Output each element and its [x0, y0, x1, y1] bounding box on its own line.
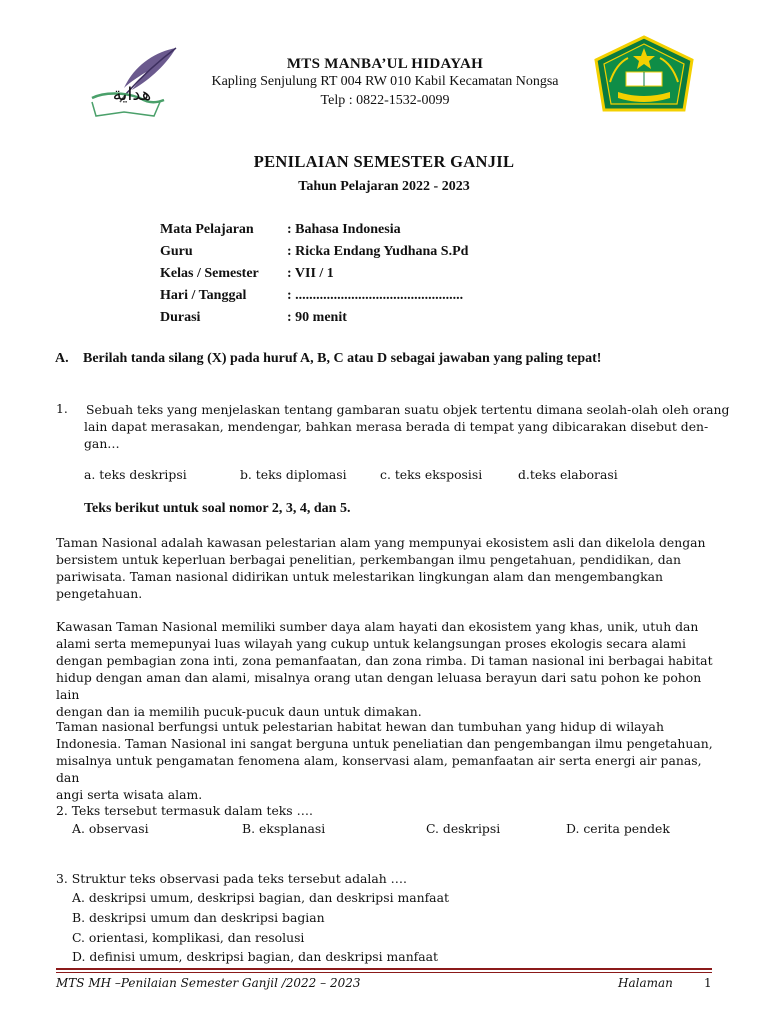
school-phone: Telp : 0822-1532-0099 [320, 93, 450, 108]
q1-option-a: a. teks deskripsi [84, 467, 187, 482]
info-value-subject: : Bahasa Indonesia [287, 222, 401, 237]
info-label-subject: Mata Pelajaran [160, 222, 254, 237]
passage-line: Indonesia. Taman Nasional ini sangat berguna untuk peneliatian dan pengembangan ilmu pengetahuan, [56, 736, 713, 751]
q1-option-b: b. teks diplomasi [240, 467, 347, 482]
q2-option-c: C. deskripsi [426, 821, 501, 836]
q3-option-c: C. orientasi, komplikasi, dan resolusi [72, 930, 305, 945]
info-label-duration: Durasi [160, 310, 201, 325]
passage-line: pariwisata. Taman nasional didirikan untuk melestarikan lingkungan alam dan mengembangkan [56, 569, 663, 584]
exam-year: Tahun Pelajaran 2022 - 2023 [298, 179, 470, 194]
q2-text: 2. Teks tersebut termasuk dalam teks …. [56, 803, 313, 818]
school-name: MTS MANBA’UL HIDAYAH [286, 56, 484, 72]
passage-line: Taman Nasional adalah kawasan pelestarian alam yang mempunyai ekosistem asli dan dikelola dengan [56, 535, 706, 550]
passage-line: alami serta memepunyai luas wilayah yang cukup untuk kelangsungan proses ekologis secara alami [56, 636, 686, 651]
q1-line-3: gan… [84, 436, 120, 451]
passage-line: bersistem untuk keperluan berbagai penelitian, perkembangan ilmu pengetahuan, pendidikan, dan [56, 552, 682, 567]
ministry-emblem-icon [588, 34, 700, 120]
exam-title: PENILAIAN SEMESTER GANJIL [253, 152, 515, 171]
q1-line-1: Sebuah teks yang menjelaskan tentang gambaran suatu objek tertentu dimana seolah-olah oleh orang [86, 402, 730, 417]
section-letter: A. [55, 351, 69, 366]
school-logo-left [84, 42, 194, 122]
q1-number: 1. [56, 401, 68, 416]
passage-line: Taman nasional berfungsi untuk pelestarian habitat hewan dan tumbuhan yang hidup di wilayah [56, 719, 664, 734]
q3-text: 3. Struktur teks observasi pada teks tersebut adalah …. [56, 871, 407, 886]
q3-option-a: A. deskripsi umum, deskripsi bagian, dan deskripsi manfaat [72, 890, 449, 905]
info-value-class: : VII / 1 [287, 266, 334, 281]
footer-divider-thick [56, 968, 712, 970]
passage-paragraph-2 [56, 618, 716, 720]
q3-option-d: D. definisi umum, deskripsi bagian, dan deskripsi manfaat [72, 949, 439, 964]
section-instruction [55, 351, 601, 367]
info-label-teacher: Guru [160, 244, 193, 259]
passage-intro: Teks berikut untuk soal nomor 2, 3, 4, dan 5. [84, 501, 351, 516]
logo-arabic-text: هداية [112, 84, 152, 105]
footer-page-label: Halaman [618, 976, 673, 990]
q2-option-d: D. cerita pendek [566, 821, 670, 836]
footer-page-number: 1 [704, 976, 712, 990]
info-value-date: : ................................................ [287, 288, 464, 303]
passage-line: misalnya untuk pengamatan fenomena alam, konservasi alam, pemanfaatan air serta energi air panas, dan [56, 753, 702, 785]
footer-document-title: MTS MH –Penilaian Semester Ganjil /2022 – 2023 [56, 976, 361, 990]
passage-line: dengan pembagian zona inti, zona pemanfaatan, dan zona rimba. Di taman nasional ini berbagai habitat [56, 653, 713, 668]
passage-paragraph-1 [56, 534, 716, 602]
q1-line-2: lain dapat merasakan, mendengar, bahkan merasa berada di tempat yang dibicarakan disebut den- [84, 419, 709, 434]
footer-divider-thin [56, 972, 712, 973]
info-value-duration: : 90 menit [287, 310, 347, 325]
passage-line: Kawasan Taman Nasional memiliki sumber daya alam hayati dan ekosistem yang khas, unik, utuh dan [56, 619, 699, 634]
passage-paragraph-3 [56, 718, 716, 803]
q2-option-b: B. eksplanasi [242, 821, 326, 836]
q1-option-d: d.teks elaborasi [518, 467, 618, 482]
info-label-class: Kelas / Semester [160, 266, 259, 281]
info-value-teacher: : Ricka Endang Yudhana S.Pd [287, 244, 469, 259]
passage-line: dengan dan ia memilih pucuk-pucuk daun untuk dimakan. [56, 704, 422, 719]
quill-logo-icon [84, 42, 194, 122]
kemenag-emblem [588, 34, 700, 120]
passage-line: hidup dengan aman dan alami, misalnya orang utan dengan leluasa berayun dari satu pohon ke pohon lain [56, 670, 702, 702]
q3-option-b: B. deskripsi umum dan deskripsi bagian [72, 910, 325, 925]
info-label-date: Hari / Tanggal [160, 288, 247, 303]
passage-line: pengetahuan. [56, 586, 143, 601]
passage-line: angi serta wisata alam. [56, 787, 203, 802]
instruction-text: Berilah tanda silang (X) pada huruf A, B, C atau D sebagai jawaban yang paling tepat! [83, 351, 602, 366]
q2-option-a: A. observasi [72, 821, 149, 836]
q1-option-c: c. teks eksposisi [380, 467, 483, 482]
school-address: Kapling Senjulung RT 004 RW 010 Kabil Kecamatan Nongsa [211, 74, 559, 89]
